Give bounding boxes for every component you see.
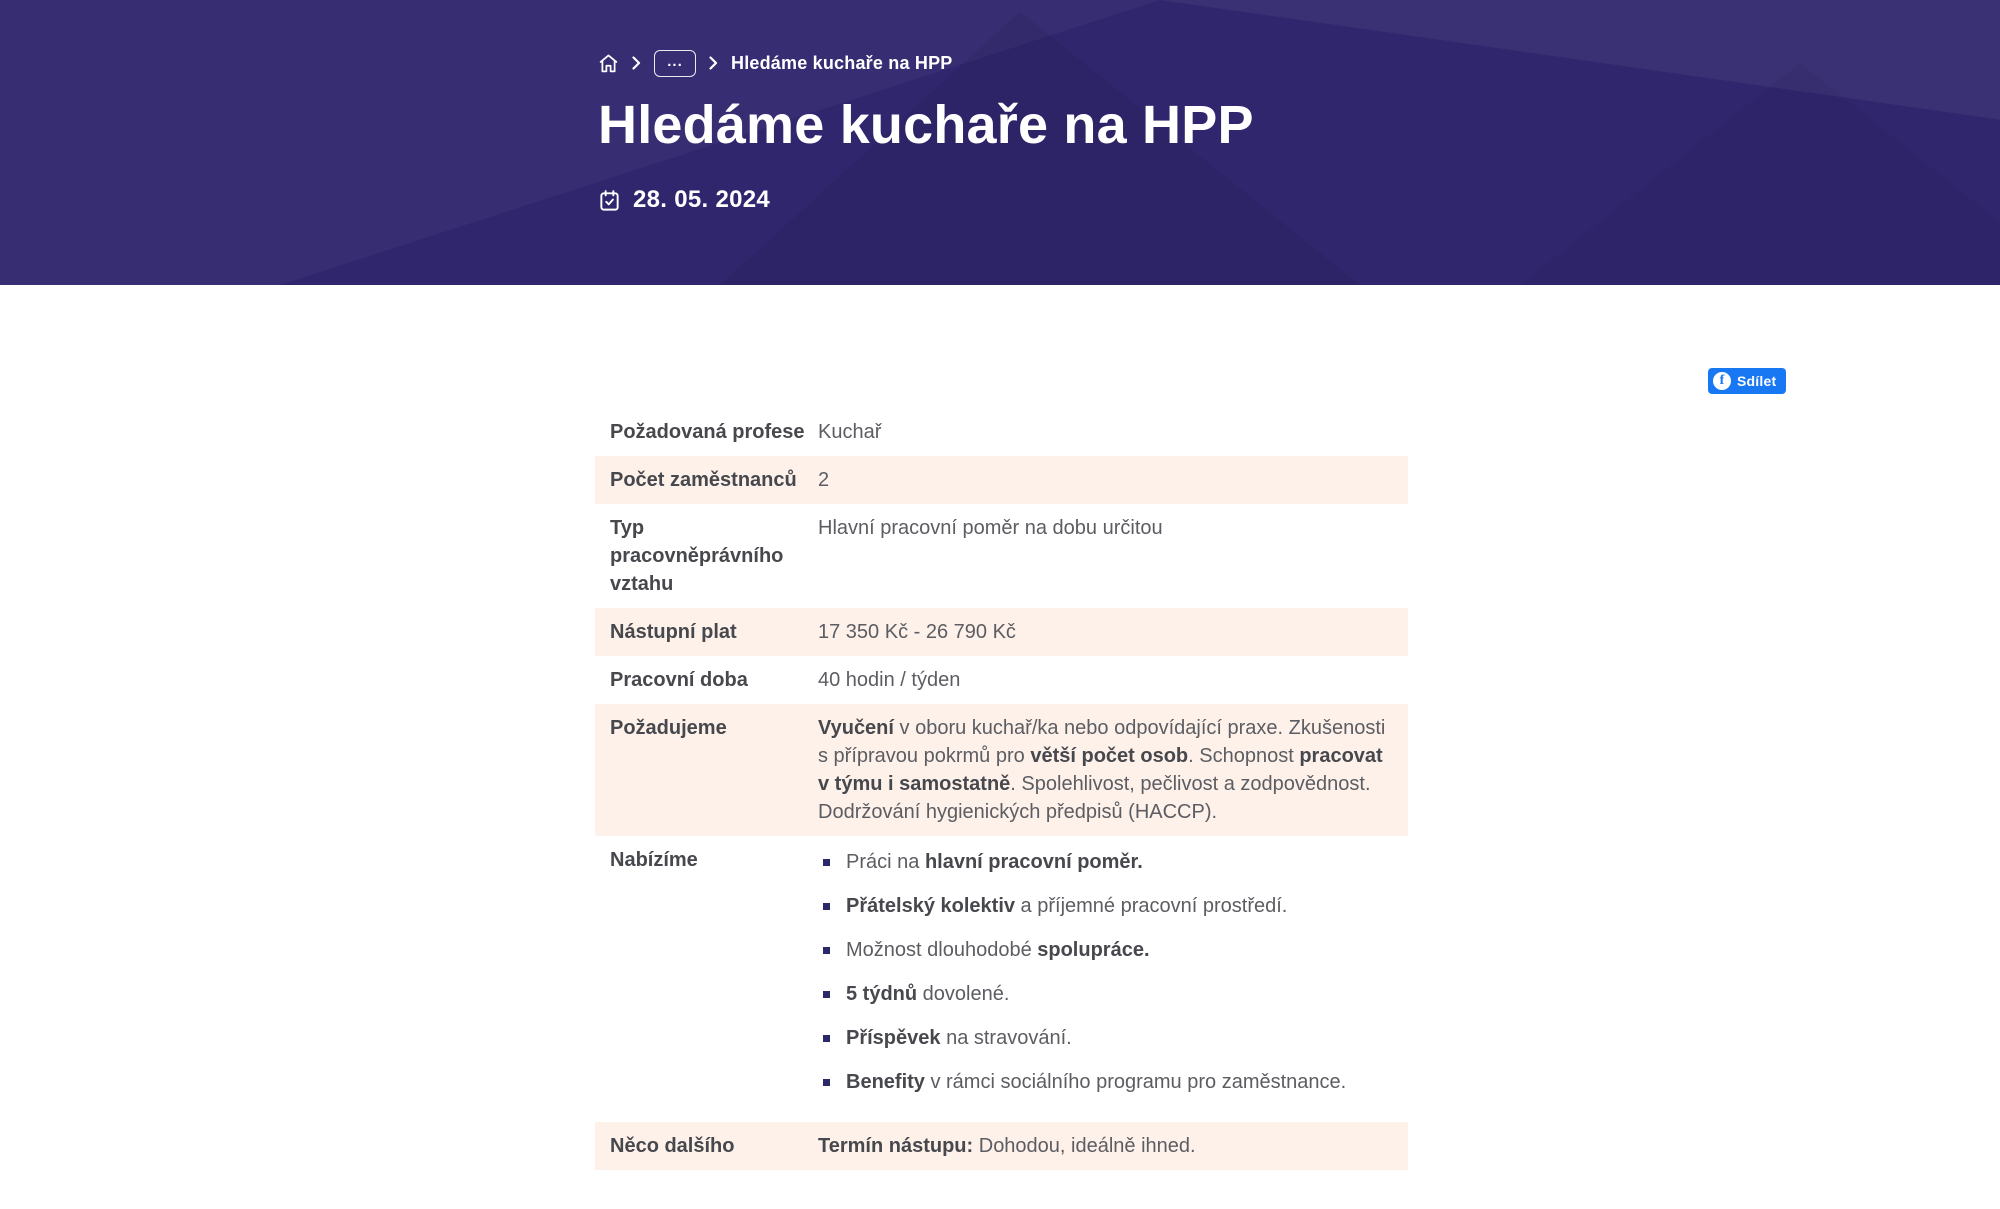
value-text-bold: 5 týdnů xyxy=(846,983,918,1005)
value-text: v rámci sociálního programu pro zaměstnance. xyxy=(924,1071,1347,1093)
list-item-text xyxy=(846,892,1287,920)
chevron-right-icon xyxy=(632,56,641,70)
value-text: a příjemné pracovní prostředí. xyxy=(1015,895,1288,917)
table-row xyxy=(595,456,1408,504)
square-bullet-icon xyxy=(823,947,830,954)
row-label: Počet zaměstnanců xyxy=(610,469,797,491)
list-item xyxy=(823,892,1392,920)
row-value xyxy=(818,456,1408,504)
list-item xyxy=(823,1024,1392,1052)
chevron-right-icon xyxy=(709,56,718,70)
row-value xyxy=(818,608,1408,656)
value-text: Dohodou, ideálně ihned. xyxy=(973,1135,1196,1157)
list-item xyxy=(823,936,1392,964)
list-item-text xyxy=(846,848,1143,876)
value-text: Možnost dlouhodobé xyxy=(846,939,1038,961)
row-value xyxy=(818,408,1408,456)
value-text: . Spolehlivost, pečlivost a zodpovědnost. Dodržování hygienických předpisů (HACCP). xyxy=(818,773,1371,823)
row-value xyxy=(818,836,1408,1122)
breadcrumb xyxy=(598,48,1254,78)
list-item xyxy=(823,1068,1392,1096)
value-text-bold: Benefity xyxy=(846,1071,925,1093)
value-text: Hlavní pracovní poměr na dobu určitou xyxy=(818,517,1163,539)
row-value xyxy=(818,504,1408,608)
square-bullet-icon xyxy=(823,903,830,910)
list-item-text xyxy=(846,936,1150,964)
value-text-bold: spolupráce. xyxy=(1037,939,1150,961)
list-item-text xyxy=(846,980,1009,1008)
list-item-text xyxy=(846,1024,1072,1052)
value-text-bold: Příspěvek xyxy=(846,1027,941,1049)
table-row xyxy=(595,608,1408,656)
square-bullet-icon xyxy=(823,1035,830,1042)
breadcrumb-ellipsis-button[interactable]: ... xyxy=(654,50,696,77)
row-label: Požadujeme xyxy=(610,717,727,739)
home-icon xyxy=(598,53,619,74)
value-text: v oboru kuchař/ka nebo odpovídající praxe. Zkušenosti s přípravou pokrmů pro xyxy=(818,717,1386,767)
breadcrumb-current[interactable]: Hledáme kuchaře na HPP xyxy=(731,52,953,73)
list-item-text xyxy=(846,1068,1346,1096)
row-label: Typ pracovněprávního vztahu xyxy=(610,517,784,595)
facebook-share-label: Sdílet xyxy=(1737,373,1777,389)
facebook-share-button[interactable] xyxy=(1708,368,1786,394)
value-text-bold: větší počet osob xyxy=(1030,745,1189,767)
row-label: Nástupní plat xyxy=(610,621,737,643)
value-text-bold: Přátelský kolektiv xyxy=(846,895,1015,917)
page-title: Hledáme kuchaře na HPP xyxy=(598,95,1254,155)
row-label: Požadovaná profese xyxy=(610,421,805,443)
row-value xyxy=(818,656,1408,704)
calendar-check-icon xyxy=(598,189,621,212)
hero-banner xyxy=(0,0,2000,285)
table-row xyxy=(595,836,1408,1122)
hero-content xyxy=(598,44,1254,214)
row-value xyxy=(818,704,1408,836)
table-row xyxy=(595,656,1408,704)
publish-date xyxy=(598,186,1254,214)
row-label: Nabízíme xyxy=(610,849,698,871)
job-table xyxy=(595,408,1408,1170)
value-text: 2 xyxy=(818,469,830,491)
publish-date-text: 28. 05. 2024 xyxy=(633,186,771,213)
value-text: dovolené. xyxy=(917,983,1010,1005)
square-bullet-icon xyxy=(823,859,830,866)
list-item xyxy=(823,848,1392,876)
breadcrumb-home-link[interactable] xyxy=(598,53,619,74)
offer-list xyxy=(818,846,1392,1096)
table-row xyxy=(595,1122,1408,1170)
table-row xyxy=(595,408,1408,456)
value-text: 17 350 Kč - 26 790 Kč xyxy=(818,621,1016,643)
value-text: Kuchař xyxy=(818,421,882,443)
table-row xyxy=(595,704,1408,836)
value-text: Práci na xyxy=(846,851,925,873)
row-value xyxy=(818,1122,1408,1170)
list-item xyxy=(823,980,1392,1008)
value-text: na stravování. xyxy=(940,1027,1072,1049)
value-text: . Schopnost xyxy=(1188,745,1300,767)
value-text-bold: pracovat v týmu i samostatně xyxy=(818,745,1383,795)
row-label: Pracovní doba xyxy=(610,669,748,691)
row-label: Něco dalšího xyxy=(610,1135,735,1157)
value-text-bold: Vyučení xyxy=(818,717,894,739)
value-text-bold: Termín nástupu: xyxy=(818,1135,974,1157)
facebook-icon: f xyxy=(1713,372,1731,390)
value-text: 40 hodin / týden xyxy=(818,669,961,691)
square-bullet-icon xyxy=(823,991,830,998)
value-text-bold: hlavní pracovní poměr. xyxy=(924,851,1143,873)
square-bullet-icon xyxy=(823,1079,830,1086)
table-row xyxy=(595,504,1408,608)
